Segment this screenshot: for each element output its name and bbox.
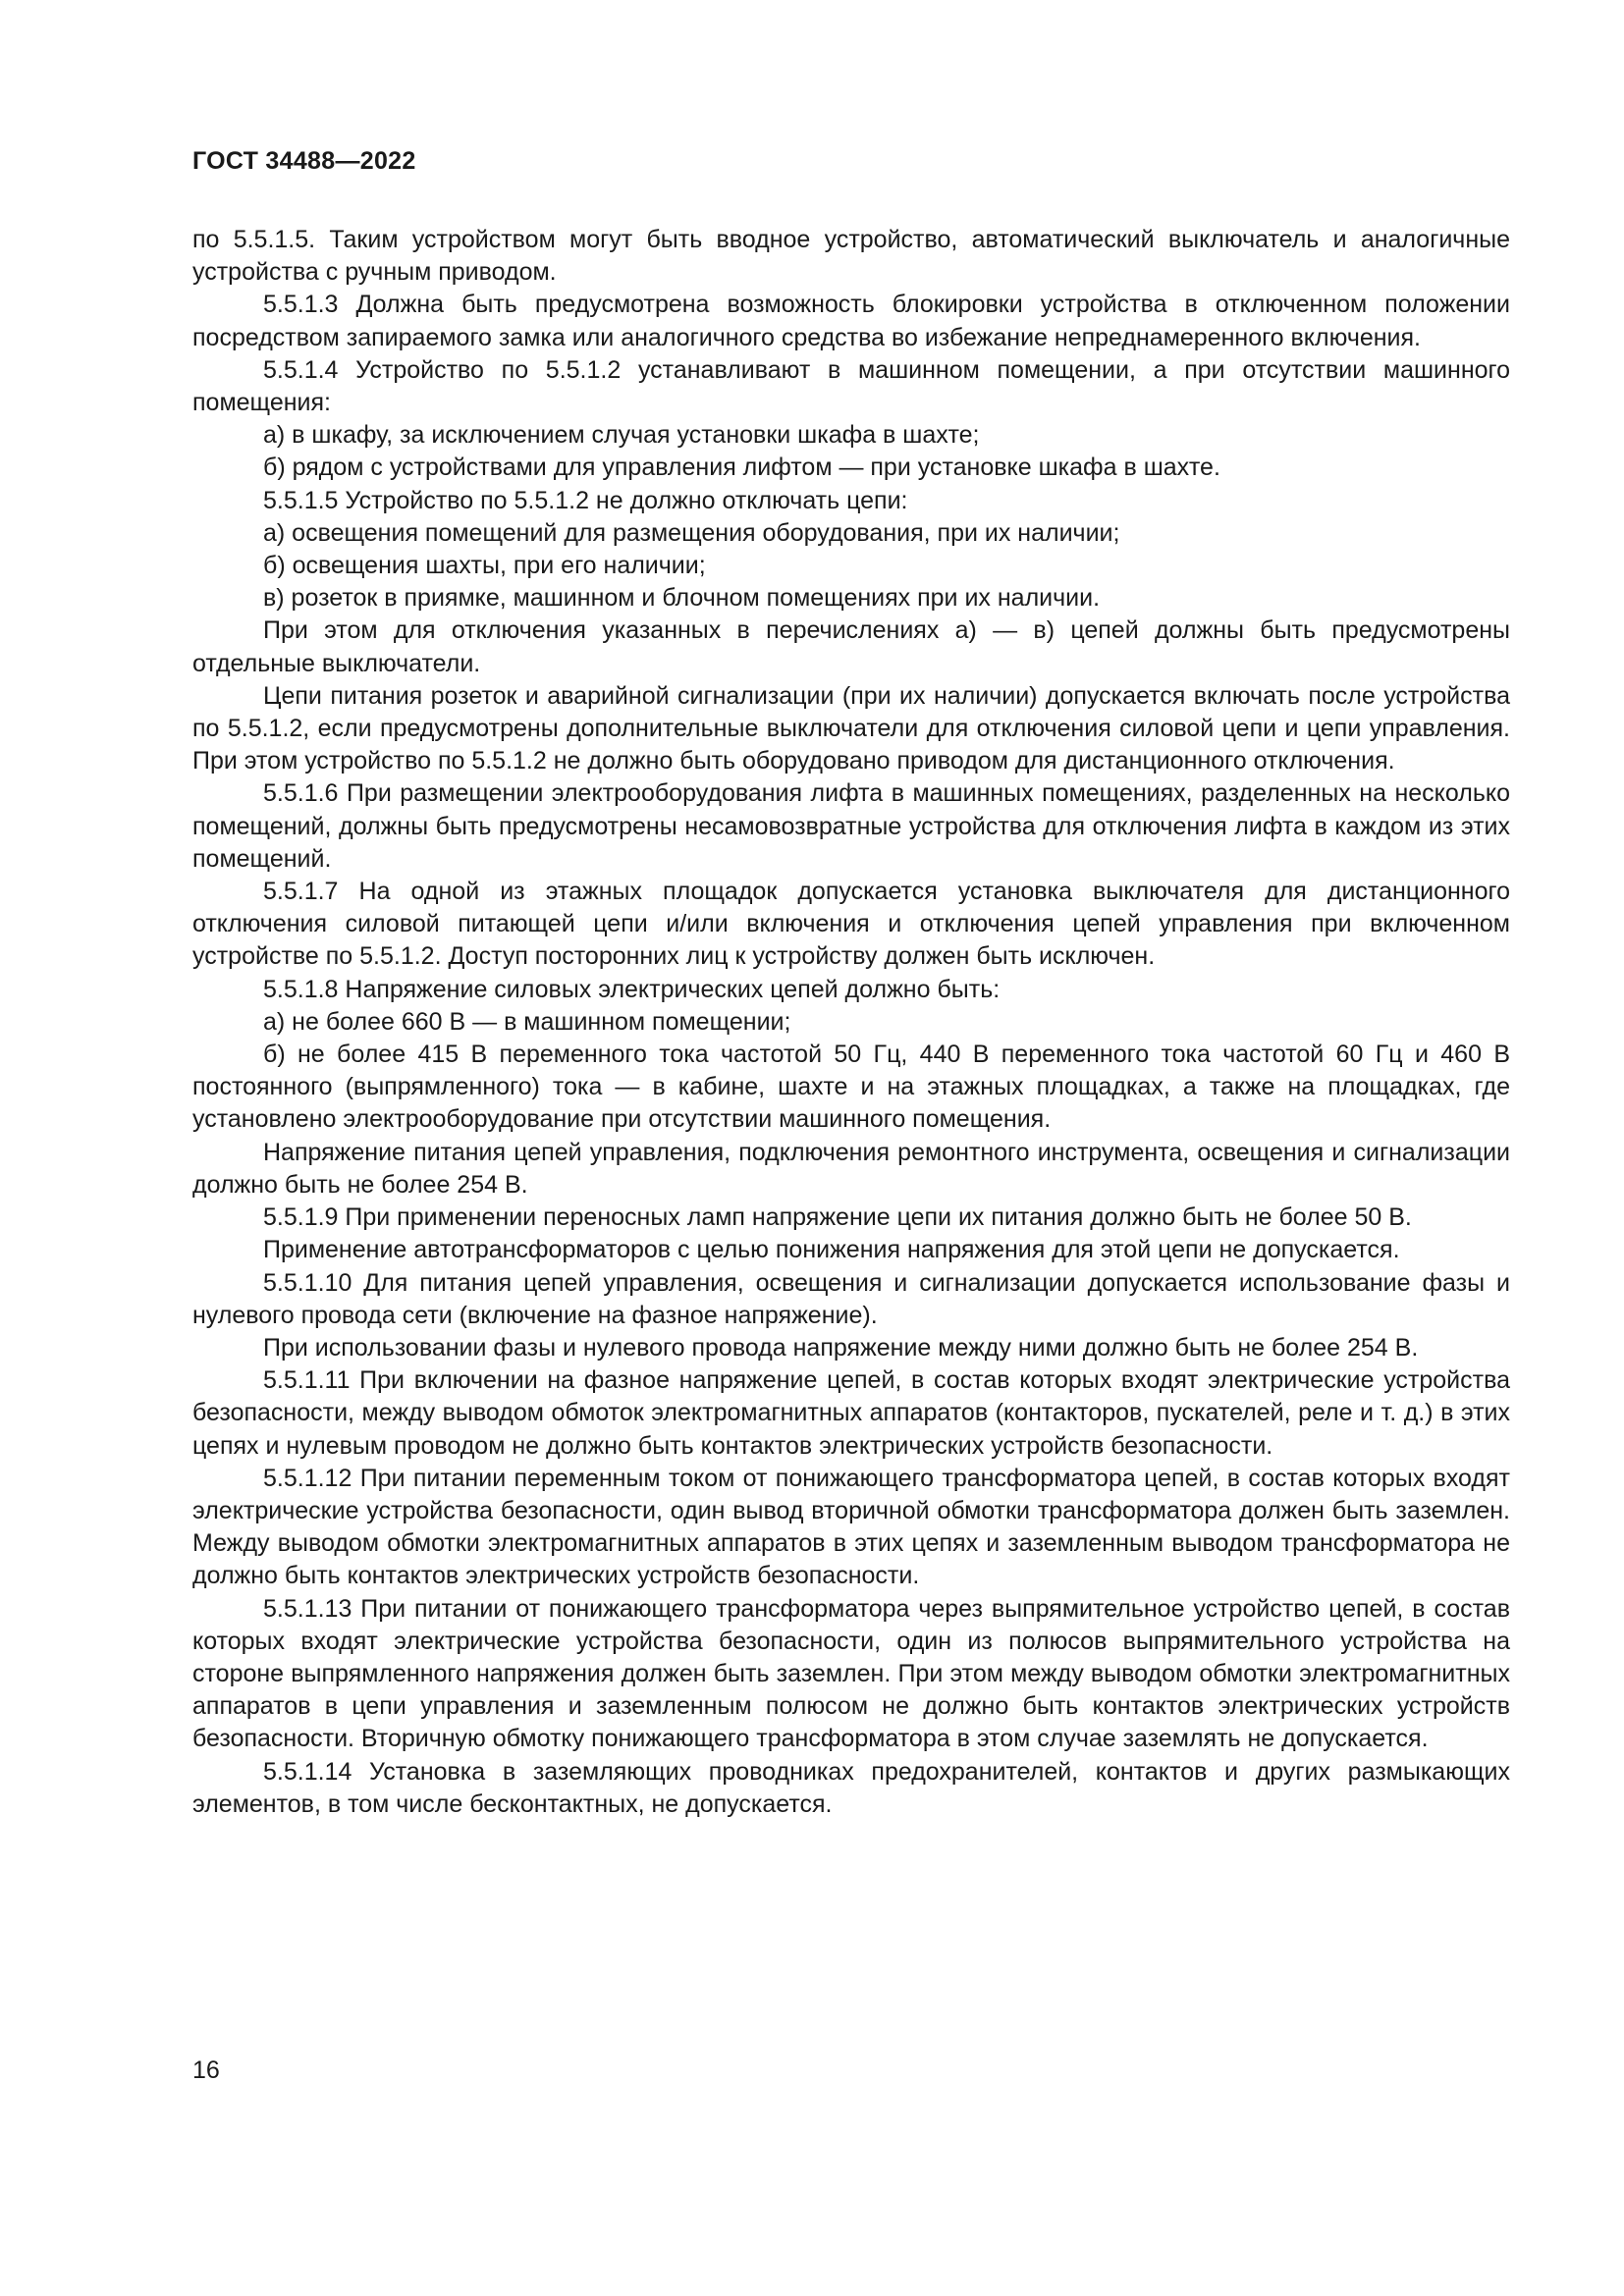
paragraph: 5.5.1.6 При размещении электрооборудования лифта в машинных помещениях, разделенных на несколько помещений, должны быть предусмотрены несамовозвратные устройства для отключения лифта в каждом из этих помещений. [192, 779, 1510, 873]
paragraph: Напряжение питания цепей управления, подключения ремонтного инструмента, освещения и сигнализации должно быть не более 254 В. [192, 1138, 1510, 1199]
paragraph: Цепи питания розеток и аварийной сигнализации (при их наличии) допускается включать после устройства по 5.5.1.2, если предусмотрены дополнительные выключатели для отключения силовой цепи и цепи управления. При этом устройство по 5.5.1.2 не должно быть оборудовано приводом для дистанционного отключения. [192, 681, 1510, 775]
paragraph: 5.5.1.14 Установка в заземляющих проводниках предохранителей, контактов и других размыкающих элементов, в том числе бесконтактных, не допускается. [192, 1757, 1510, 1818]
paragraph: по 5.5.1.5. Таким устройством могут быть вводное устройство, автоматический выключатель и аналогичные устройства с ручным приводом. [192, 226, 1510, 287]
paragraph: 5.5.1.12 При питании переменным током от понижающего трансформатора цепей, в состав которых входят электрические устройства безопасности, один вывод вторичной обмотки трансформатора должен быть заземлен. Между выводом обмотки электромагнитных аппаратов в этих цепях и заземленным выводом трансформатора не должно быть контактов электрических устройств безопасности. [192, 1464, 1510, 1590]
list-item: а) освещения помещений для размещения оборудования, при их наличии; [263, 518, 1120, 547]
paragraph: 5.5.1.4 Устройство по 5.5.1.2 устанавливают в машинном помещении, а при отсутствии машинного помещения: [192, 355, 1510, 417]
list-item: б) рядом с устройствами для управления лифтом — при установке шкафа в шахте. [263, 454, 1220, 482]
list-item: в) розеток в приямке, машинном и блочном помещениях при их наличии. [263, 584, 1101, 613]
list-item: а) не более 660 В — в машинном помещении; [263, 1007, 791, 1036]
paragraph: При этом для отключения указанных в перечислениях а) — в) цепей должны быть предусмотрены отдельные выключатели. [192, 616, 1510, 677]
list-item: б) не более 415 В переменного тока частотой 50 Гц, 440 В переменного тока частотой 60 Гц и 460 В постоянного (выпрямленного) тока — в кабине, шахте и на этажных площадках, а также на площадках, где установлено электрооборудование при отсутствии машинного помещения. [192, 1041, 1510, 1134]
page-number: 16 [192, 2056, 220, 2084]
list-item: б) освещения шахты, при его наличии; [263, 552, 706, 580]
paragraph: 5.5.1.5 Устройство по 5.5.1.2 не должно отключать цепи: [263, 486, 908, 514]
paragraph: 5.5.1.3 Должна быть предусмотрена возможность блокировки устройства в отключенном положении посредством запираемого замка или аналогичного средства во избежание непреднамеренного включения. [192, 291, 1510, 351]
list-item: а) в шкафу, за исключением случая установки шкафа в шахте; [263, 421, 980, 450]
paragraph: При использовании фазы и нулевого провода напряжение между ними должно быть не более 254 В. [263, 1333, 1419, 1362]
paragraph: 5.5.1.9 При применении переносных ламп напряжение цепи их питания должно быть не более 50 В. [263, 1203, 1412, 1232]
document-body [192, 224, 1510, 1821]
paragraph: Применение автотрансформаторов с целью понижения напряжения для этой цепи не допускается. [263, 1236, 1400, 1264]
paragraph: 5.5.1.11 При включении на фазное напряжение цепей, в состав которых входят электрические устройства безопасности, между выводом обмоток электромагнитных аппаратов (контакторов, пускателей, реле и т. д.) в этих цепях и нулевым проводом не должно быть контактов электрических устройств безопасности. [192, 1366, 1510, 1460]
document-header: ГОСТ 34488—2022 [192, 147, 416, 175]
paragraph: 5.5.1.10 Для питания цепей управления, освещения и сигнализации допускается использование фазы и нулевого провода сети (включение на фазное напряжение). [192, 1268, 1510, 1329]
paragraph: 5.5.1.8 Напряжение силовых электрических цепей должно быть: [263, 975, 1001, 1003]
paragraph: 5.5.1.7 На одной из этажных площадок допускается установка выключателя для дистанционного отключения силовой питающей цепи и/или включения и отключения цепей управления при включенном устройстве по 5.5.1.2. Доступ посторонних лиц к устройству должен быть исключен. [192, 878, 1510, 971]
paragraph: 5.5.1.13 При питании от понижающего трансформатора через выпрямительное устройство цепей, в состав которых входят электрические устройства безопасности, один из полюсов выпрямительного устройства на стороне выпрямленного напряжения должен быть заземлен. При этом между выводом обмотки электромагнитных аппаратов в цепи управления и заземленным полюсом не должно быть контактов электрических устройств безопасности. Вторичную обмотку понижающего трансформатора в этом случае заземлять не допускается. [192, 1594, 1510, 1753]
